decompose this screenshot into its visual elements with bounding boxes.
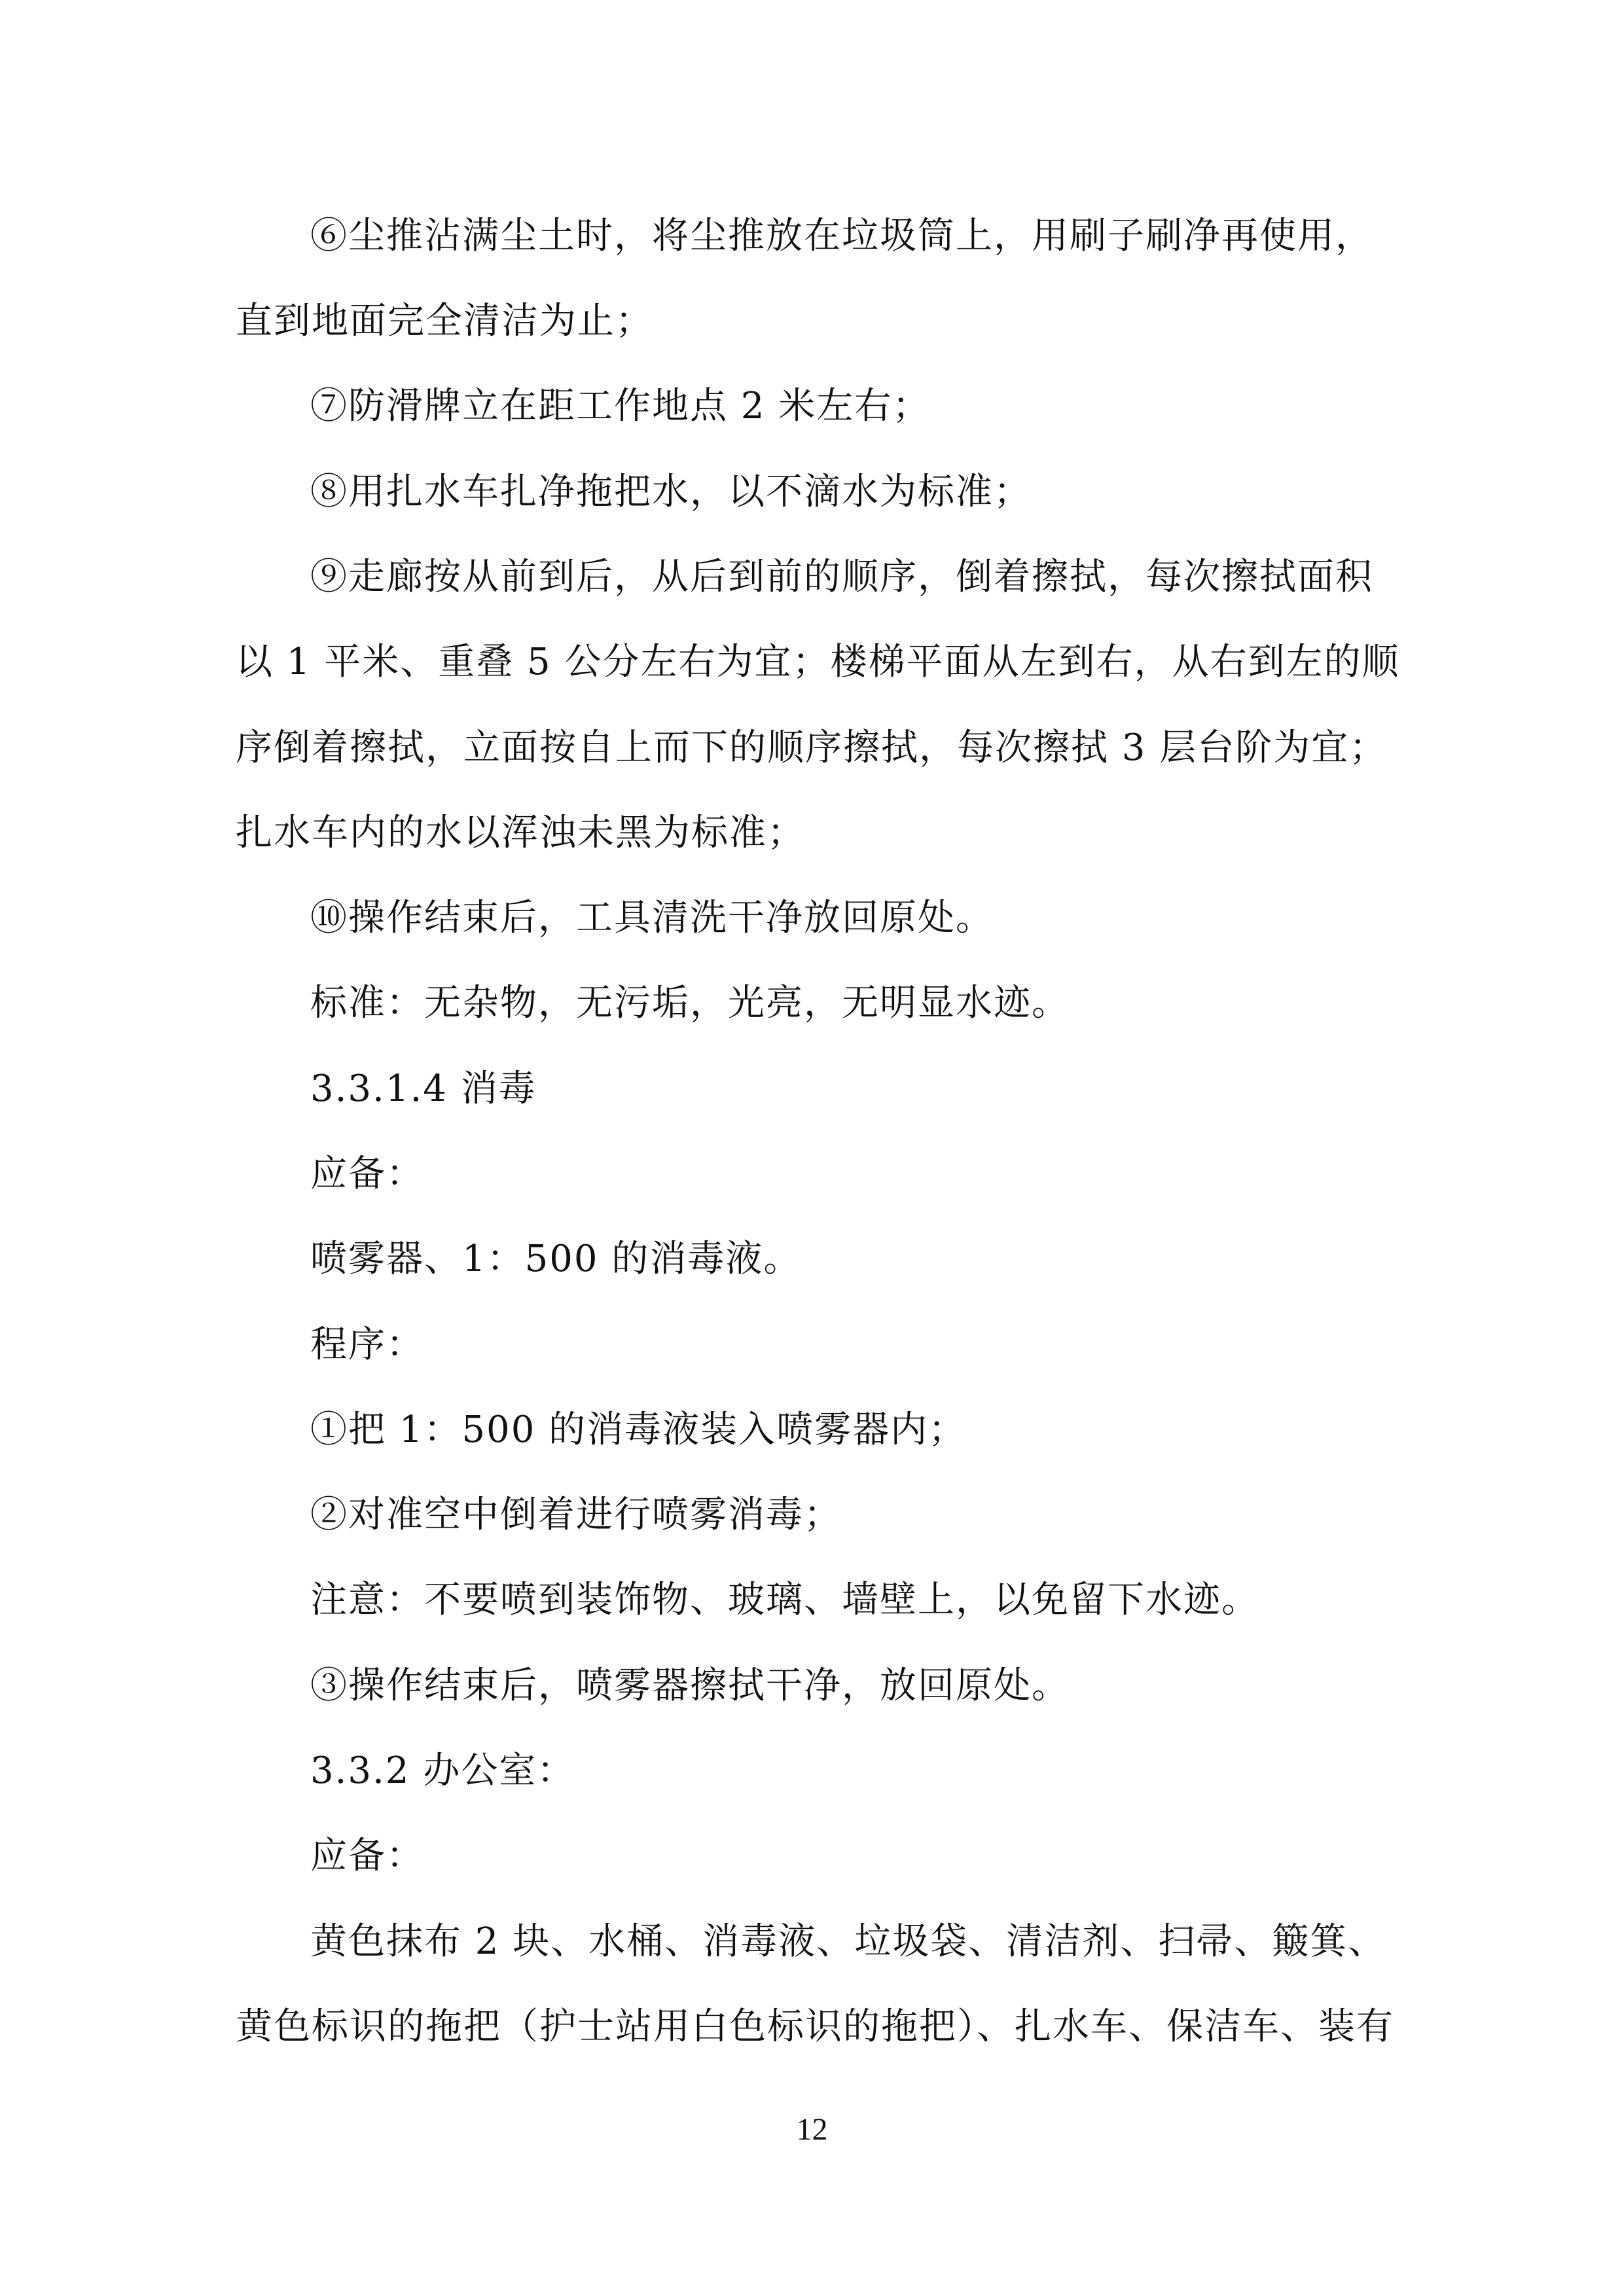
text-line: 黄色抹布 2 块、水桶、消毒液、垃圾袋、清洁剂、扫帚、簸箕、 (310, 1920, 1386, 1963)
text-line: 扎水车内的水以浑浊未黑为标准； (236, 812, 805, 854)
text-line: 注意：不要喷到装饰物、玻璃、墙壁上，以免留下水迹。 (310, 1579, 1259, 1621)
text-line: 直到地面完全清洁为止； (236, 300, 653, 342)
text-line: 序倒着擦拭，立面按自上而下的顺序擦拭，每次擦拭 3 层台阶为宜； (236, 726, 1388, 769)
text-line: 程序： (310, 1323, 424, 1366)
text-line: ①把 1：500 的消毒液装入喷雾器内； (310, 1408, 967, 1451)
text-line: ⑦防滑牌立在距工作地点 2 米左右； (310, 385, 931, 427)
section-heading: 3.3.1.4 消毒 (310, 1067, 537, 1110)
text-line: 应备： (310, 1153, 424, 1195)
text-line: 应备： (310, 1835, 424, 1877)
text-line: ⑥尘推沾满尘土时，将尘推放在垃圾筒上，用刷子刷净再使用， (310, 215, 1373, 257)
text-line: ⑧用扎水车扎净拖把水，以不滴水为标准； (310, 471, 1032, 513)
text-line: 以 1 平米、重叠 5 公分左右为宜；楼梯平面从左到右，从右到左的顺 (236, 641, 1400, 683)
text-line: 黄色标识的拖把（护士站用白色标识的拖把）、扎水车、保洁车、装有 (236, 2005, 1394, 2048)
text-line: ⑨走廊按从前到后，从后到前的顺序，倒着擦拭，每次擦拭面积 (310, 556, 1373, 598)
text-line: ②对准空中倒着进行喷雾消毒； (310, 1494, 842, 1536)
page-number: 12 (796, 2112, 828, 2147)
text-line: 标准：无杂物，无污垢，光亮，无明显水迹。 (310, 982, 1070, 1024)
section-heading: 3.3.2 办公室： (310, 1749, 575, 1792)
text-line: 喷雾器、1：500 的消毒液。 (310, 1238, 802, 1280)
text-line: ⑩操作结束后，工具清洗干净放回原处。 (310, 897, 994, 939)
text-line: ③操作结束后，喷雾器擦拭干净，放回原处。 (310, 1664, 1070, 1707)
